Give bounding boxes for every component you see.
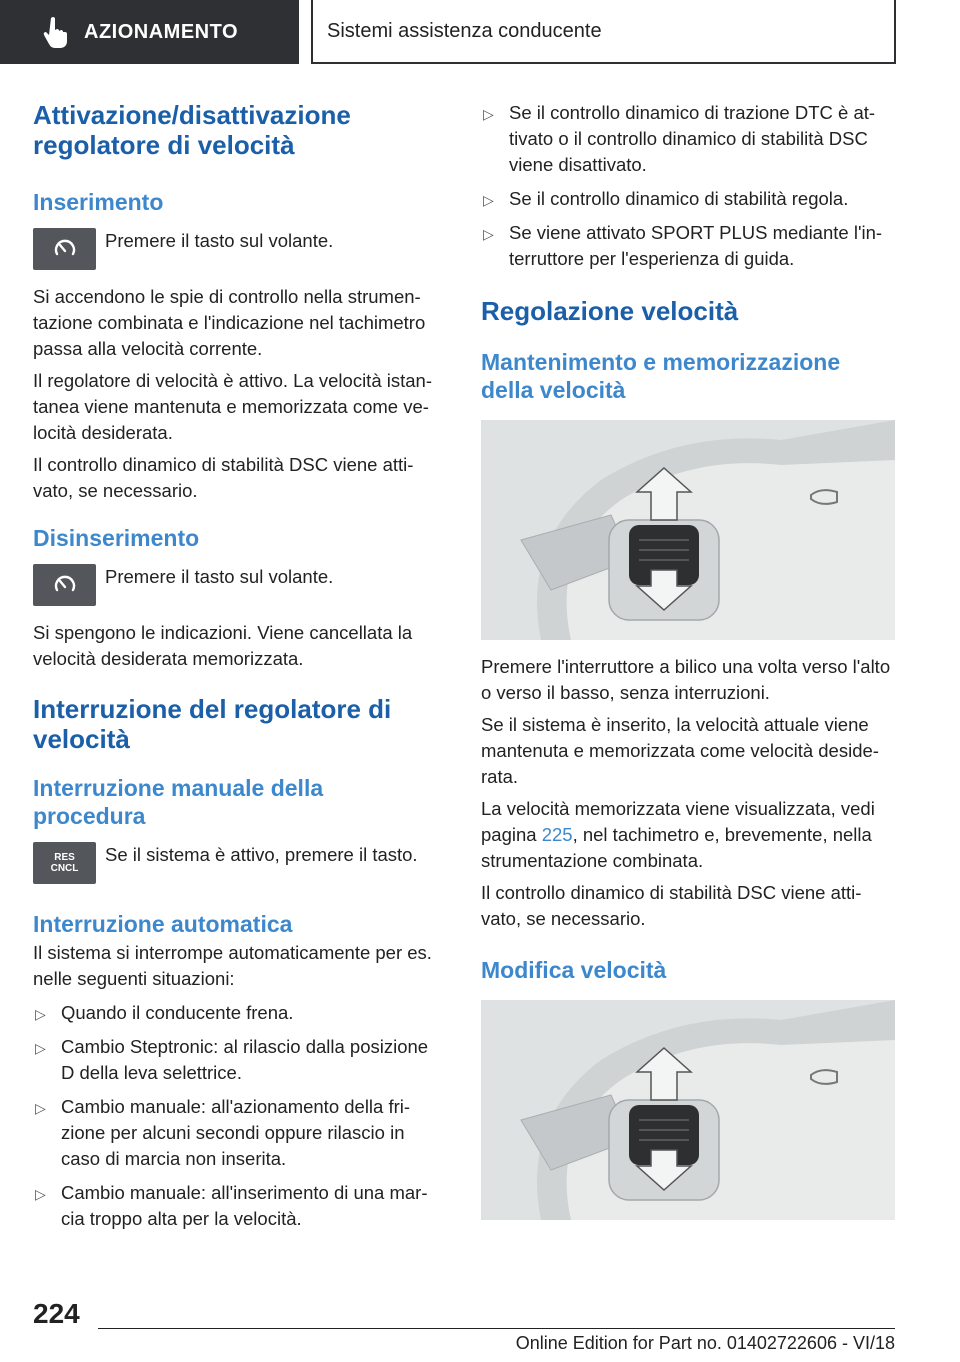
right-column: [481, 100, 895, 1220]
inserimento-button-row: [33, 228, 443, 270]
list-item: ▷ Se il controllo dinamico di trazione DTC è attivato o il controllo dinamico di stabilità DSC viene disattivato.: [483, 102, 876, 175]
res-cncl-button-icon: [33, 842, 96, 884]
list-item: ▷ Se viene attivato SPORT PLUS mediante l'interruttore per l'esperienza di guida.: [483, 222, 883, 269]
triangle-bullet-icon: ▷: [35, 1040, 46, 1056]
triangle-bullet-icon: ▷: [483, 106, 494, 122]
cruise-control-button-icon: [33, 564, 96, 606]
page-link-225[interactable]: 225: [541, 824, 573, 845]
page-number: 224: [33, 1298, 80, 1329]
mantenimento-paragraph-3: La velocità memorizzata viene visualizzata, vedi pagina 225, nel tachimetro e, brevemente, nella strumentazione combinata.: [481, 798, 875, 871]
triangle-bullet-icon: ▷: [35, 1186, 46, 1202]
list-item: ▷ Cambio manuale: all'azionamento della frizione per alcuni secondi oppure rilascio in caso di marcia non inserita.: [35, 1096, 411, 1169]
mantenimento-paragraph-2: Se il sistema è inserito, la velocità attuale viene mantenuta e memorizzata come velocità desiderata.: [481, 714, 879, 787]
automatica-list: [33, 1000, 443, 1232]
left-column: [33, 100, 443, 1240]
triangle-bullet-icon: ▷: [483, 226, 494, 242]
section-tab: [0, 0, 299, 64]
edition-text: Online Edition for Part no. 01402722606 - VI/18: [515, 1333, 895, 1353]
mantenimento-paragraph-1: Premere l'interruttore a bilico una volta verso l'alto o verso il basso, senza interruzioni.: [481, 656, 891, 703]
steering-wheel-rocker-switch-image-1: [481, 420, 895, 640]
inserimento-paragraph-1: Si accendono le spie di controllo nella strumentazione combinata e l'indicazione nel tachimetro passa alla velocità corrente.: [33, 286, 426, 359]
heading-attivazione: Attivazione/disattivazione regolatore di velocità: [33, 100, 351, 160]
inserimento-paragraph-3: Il controllo dinamico di stabilità DSC viene attivato, se necessario.: [33, 454, 414, 501]
manuale-button-row: [33, 842, 443, 884]
heading-interruzione-automatica: Interruzione automatica: [33, 911, 293, 937]
chapter-title-box: [311, 0, 896, 64]
heading-modifica: Modifica velocità: [481, 957, 667, 983]
list-item: ▷ Se il controllo dinamico di stabilità regola.: [481, 186, 895, 212]
automatica-list-continued: [481, 100, 895, 272]
triangle-bullet-icon: ▷: [483, 192, 494, 208]
disinserimento-paragraph-1: Si spengono le indicazioni. Viene cancellata la velocità desiderata memorizzata.: [33, 622, 413, 669]
heading-mantenimento: Mantenimento e memorizzazione della velocità: [481, 349, 841, 403]
heading-disinserimento: Disinserimento: [33, 525, 200, 551]
heading-inserimento: Inserimento: [33, 189, 164, 215]
heading-regolazione: Regolazione velocità: [481, 296, 739, 326]
disinserimento-instruction: Premere il tasto sul volante.: [105, 566, 334, 587]
heading-interruzione: Interruzione del regolatore di velocità: [33, 694, 392, 754]
inserimento-paragraph-2: Il regolatore di velocità è attivo. La velocità istantanea viene mantenuta e memorizzata come velocità desiderata.: [33, 370, 432, 443]
section-title: AZIONAMENTO: [84, 20, 239, 43]
manuale-instruction: Se il sistema è attivo, premere il tasto.: [105, 844, 418, 865]
mantenimento-paragraph-4: Il controllo dinamico di stabilità DSC viene attivato, se necessario.: [481, 882, 862, 929]
list-item: ▷ Cambio Steptronic: al rilascio dalla posizione D della leva selettrice.: [35, 1036, 429, 1083]
cncl-label: CNCL: [50, 863, 79, 874]
list-item: ▷ Cambio manuale: all'inserimento di una marcia troppo alta per la velocità.: [35, 1182, 428, 1229]
triangle-bullet-icon: ▷: [35, 1100, 46, 1116]
res-label: RES: [54, 852, 75, 863]
inserimento-instruction: Premere il tasto sul volante.: [105, 230, 334, 251]
steering-wheel-rocker-switch-image-2: [481, 1000, 895, 1220]
chapter-title: Sistemi assistenza conducente: [327, 19, 602, 42]
hand-pointer-icon: [36, 12, 76, 52]
disinserimento-button-row: [33, 564, 443, 606]
cruise-control-button-icon: [33, 228, 96, 270]
triangle-bullet-icon: ▷: [35, 1006, 46, 1022]
heading-interruzione-manuale: Interruzione manuale della procedura: [33, 775, 324, 829]
list-item: ▷ Quando il conducente frena.: [33, 1000, 443, 1026]
footer-divider: [98, 1328, 895, 1329]
automatica-paragraph-1: Il sistema si interrompe automaticamente per es. nelle seguenti situazioni:: [33, 942, 432, 989]
